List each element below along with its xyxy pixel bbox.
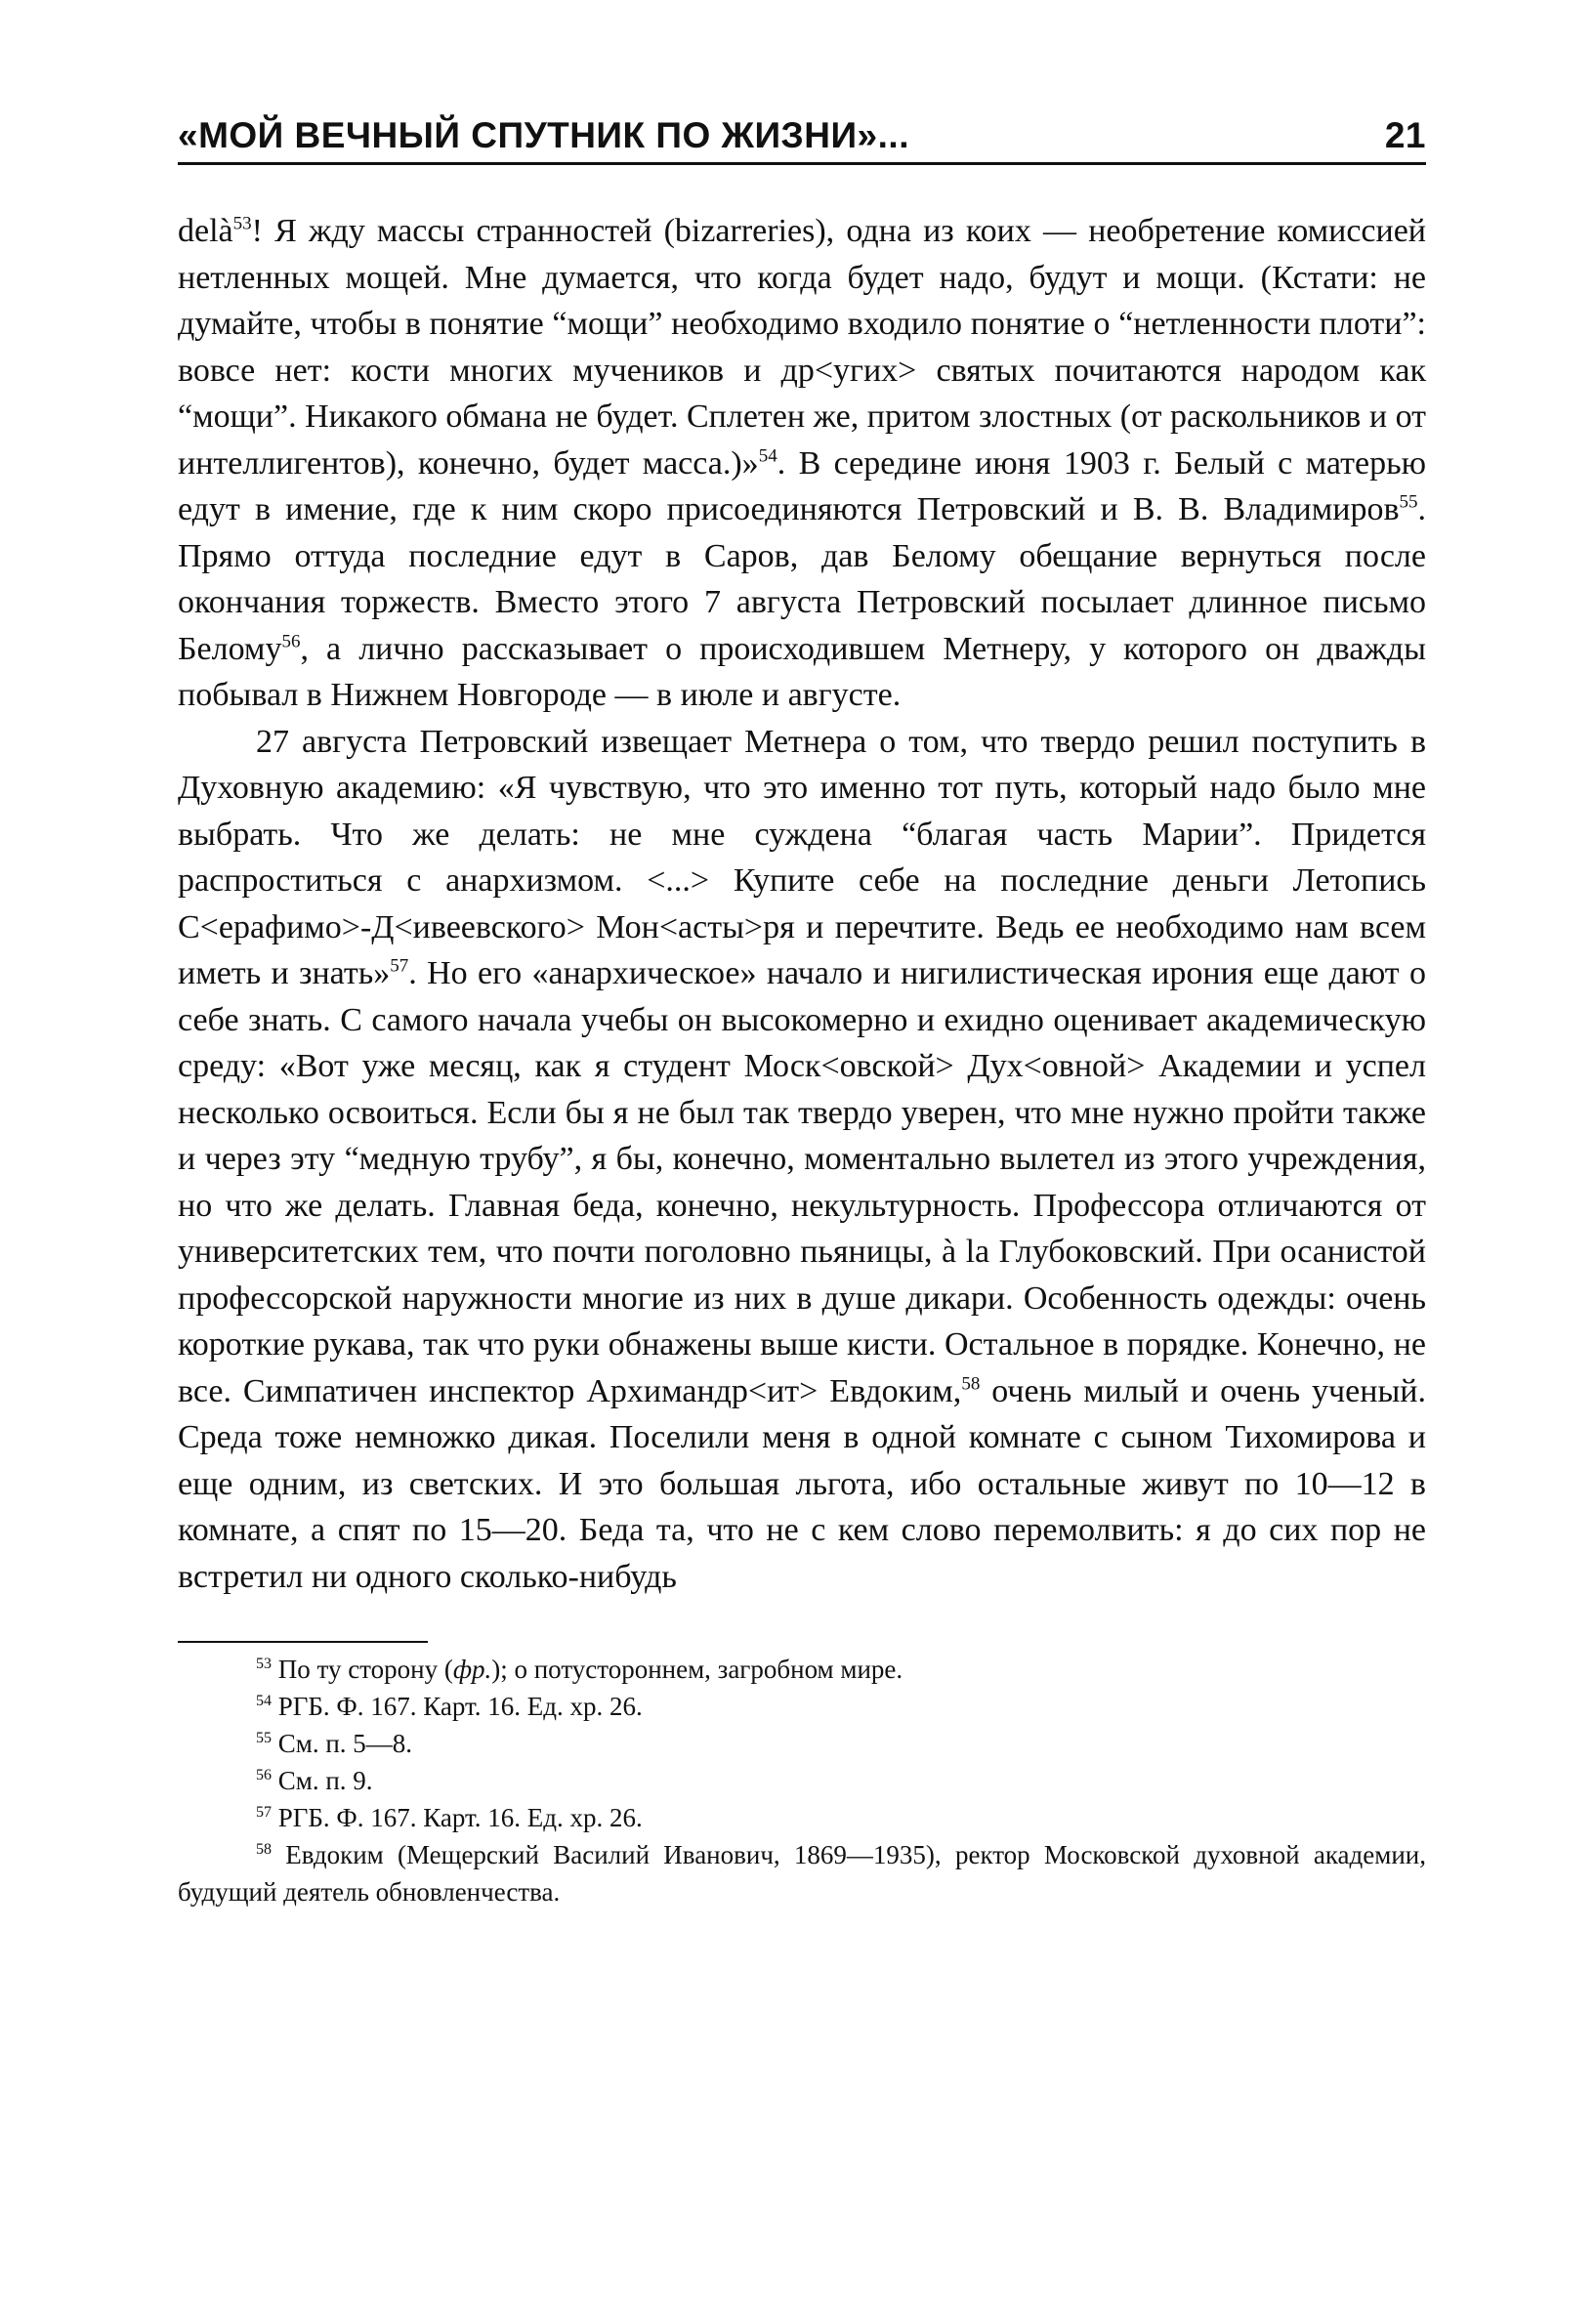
footnote-ref: 53 (232, 213, 252, 234)
text-run: delà (178, 213, 233, 249)
text-run: . В середине июня 1903 г. Белый с матерью едут в имение, где к ним скоро присоединяются Петровский и В. В. Владимиров (178, 444, 1426, 527)
footnote (178, 1762, 1426, 1799)
footnote-number: 54 (256, 1693, 272, 1709)
footnote-ref: 58 (961, 1373, 981, 1395)
italic-text: фр. (452, 1655, 492, 1684)
body-text (178, 208, 1426, 1600)
footnote-number: 55 (256, 1730, 272, 1746)
text-run: См. п. 5—8. (272, 1729, 413, 1758)
footnote-number: 58 (256, 1841, 272, 1858)
paragraph (178, 719, 1426, 1601)
footnote-number: 56 (256, 1767, 272, 1783)
text-run: Евдоким (Мещерский Василий Иванович, 1869—1935), ректор Московской духовной академии, будущий деятель обновленчества. (178, 1840, 1426, 1907)
footnote (178, 1725, 1426, 1762)
running-head-title: «МОЙ ВЕЧНЫЙ СПУТНИК ПО ЖИЗНИ»... (178, 115, 909, 155)
text-run: См. п. 9. (272, 1766, 373, 1795)
text-run: РГБ. Ф. 167. Карт. 16. Ед. хр. 26. (272, 1692, 643, 1721)
footnote-separator (178, 1641, 428, 1643)
footnote-ref: 56 (281, 631, 301, 652)
text-run: РГБ. Ф. 167. Карт. 16. Ед. хр. 26. (272, 1803, 643, 1832)
book-page (178, 115, 1426, 1910)
footnote-ref: 57 (390, 955, 409, 977)
footnote (178, 1799, 1426, 1836)
footnotes (178, 1651, 1426, 1910)
footnote-number: 53 (256, 1656, 272, 1672)
text-run: ); о потустороннем, загробном мире. (491, 1655, 903, 1684)
footnote-ref: 54 (758, 445, 777, 467)
footnote-ref: 55 (1399, 491, 1418, 513)
running-head (178, 115, 1426, 165)
footnote (178, 1688, 1426, 1725)
text-run: 27 августа Петровский извещает Метнера о том, что твердо решил поступить в Духовную академию: «Я чувствую, что это именно тот путь, который надо было мне выбрать. Что же делать: не мне суждена “благая часть Марии”. Придется распроститься с анархизмом. <...> Купите себе на последние деньги Летопись С<ерафимо>-Д<ивеевского> Мон<асты>ря и перечтите. Ведь ее необходимо нам всем иметь и знать» (178, 723, 1426, 991)
paragraph (178, 208, 1426, 719)
text-run: . Но его «анархическое» начало и нигилистическая ирония еще дают о себе знать. С самого начала учебы он высокомерно и ехидно оценивает академическую среду: «Вот уже месяц, как я студент Моск<овской> Дух<овной> Академии и успел несколько освоиться. Если бы я не был так твердо уверен, что мне нужно пройти также и через эту “медную трубу”, я бы, конечно, моментально вылетел из этого учреждения, но что же делать. Главная беда, конечно, некультурность. Профессора отличаются от университетских тем, что почти поголовно пьяницы, à la Глубоковский. При осанистой профессорской наружности многие из них в душе дикари. Особенность одежды: очень короткие рукава, так что руки обнажены выше кисти. Остальное в порядке. Конечно, не все. Симпатичен инспектор Архимандр<ит> Евдоким, (178, 955, 1426, 1409)
text-run: По ту сторону ( (272, 1655, 453, 1684)
text-run: . Прямо оттуда последние едут в Саров, дав Белому обещание вернуться после окончания торжеств. Вместо этого 7 августа Петровский посылает длинное письмо Белому (178, 491, 1426, 667)
footnote (178, 1651, 1426, 1688)
page-number: 21 (1384, 115, 1426, 155)
text-run: очень милый и очень ученый. Среда тоже немножко дикая. Поселили меня в одной комнате с сыном Тихомирова и еще одним, из светских. И это большая льгота, ибо остальные живут по 10—12 в комнате, а спят по 15—20. Беда та, что не с кем слово перемолвить: я до сих пор не встретил ни одного сколько-нибудь (178, 1372, 1426, 1595)
footnote (178, 1836, 1426, 1910)
text-run: ! Я жду массы странностей (bizarreries), одна из коих — необретение комиссией нетленных мощей. Мне думается, что когда будет надо, будут и мощи. (Кстати: не думайте, чтобы в понятие “мощи” необходимо входило понятие о “нетленности плоти”: вовсе нет: кости многих мучеников и др<угих> святых почитаются народом как “мощи”. Никакого обмана не будет. Сплетен же, притом злостных (от раскольников и от интеллигентов), конечно, будет масса.)» (178, 213, 1426, 482)
footnote-number: 57 (256, 1804, 272, 1821)
text-run: , а лично рассказывает о происходившем Метнеру, у которого он дважды побывал в Нижнем Новгороде — в июле и августе. (178, 630, 1426, 713)
